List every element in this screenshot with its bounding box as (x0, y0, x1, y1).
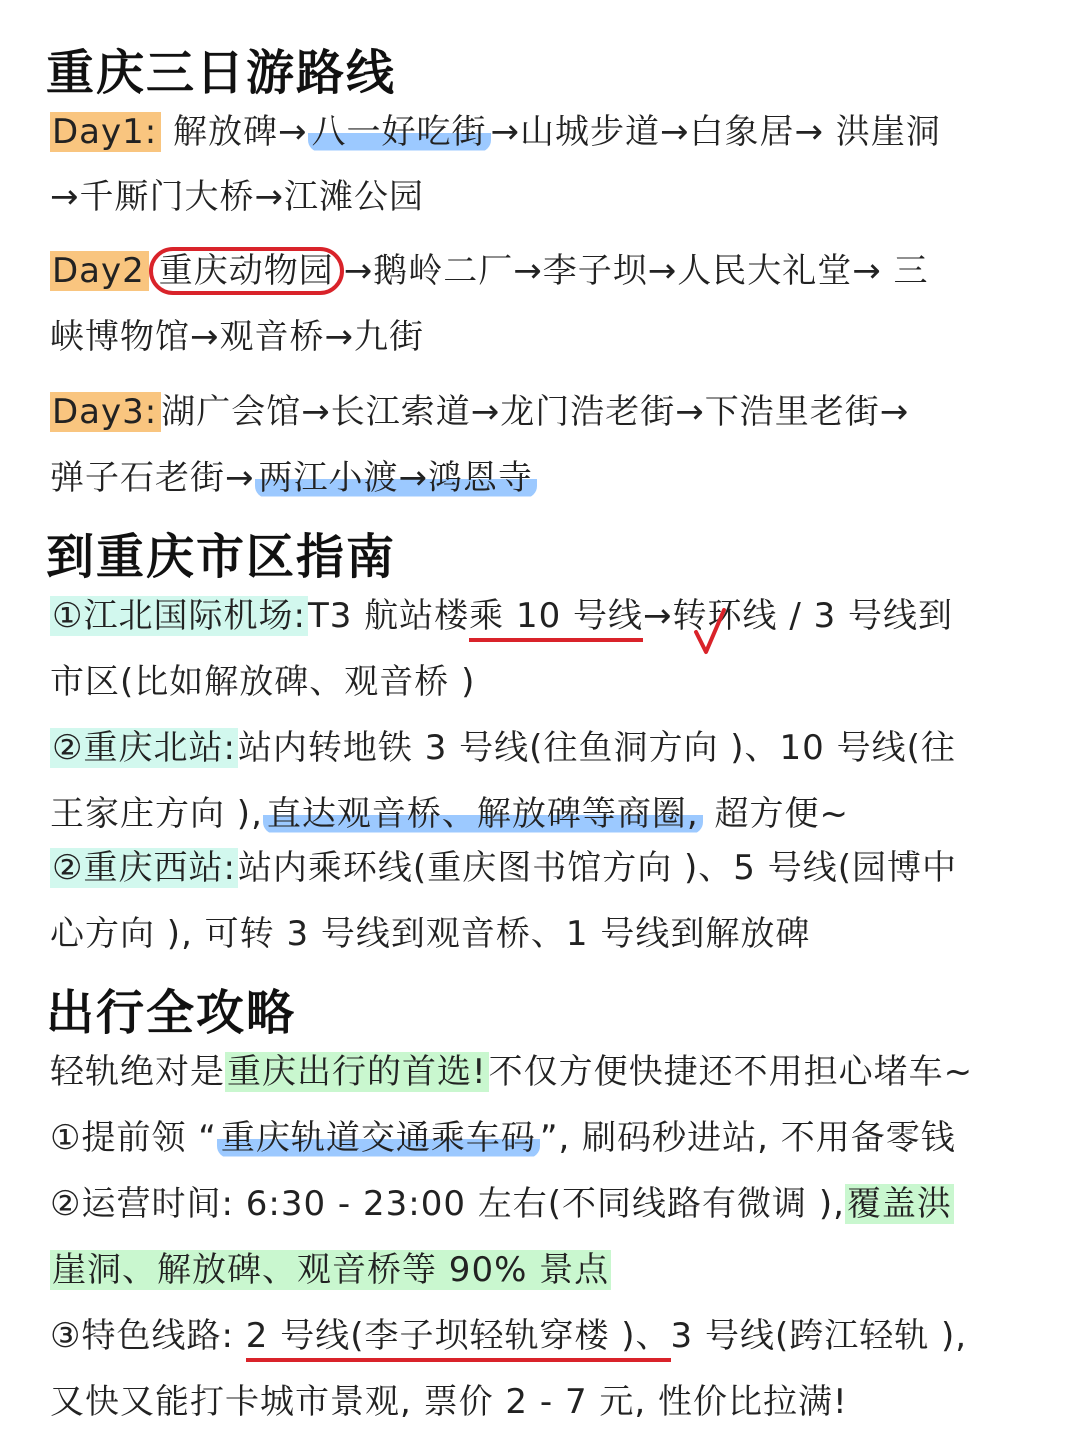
tip2-line2 (50, 1246, 611, 1294)
travel-intro: 轻轨绝对是重庆出行的首选!不仅方便快捷还不用担心堵车~ (50, 1052, 974, 1092)
itinerary-heading: 重庆三日游路线 (46, 45, 397, 101)
highlight-bayi-food-street: 八一好吃街 (308, 112, 491, 152)
north-station-line2: 王家庄方向 ), 直达观音桥、解放碑等商圈, 超方便~ (50, 794, 849, 834)
north-station-tag: ②重庆北站: (52, 728, 236, 768)
tip2-line1: ②运营时间: 6:30 - 23:00 左右(不同线路有微调 ),覆盖洪 (50, 1184, 952, 1224)
highlight-coverage-start: 覆盖洪 (846, 1184, 952, 1224)
day3-tag: Day3: (50, 392, 161, 432)
tip1-line: ①提前领 “ 重庆轨道交通乘车码 ”, 刷码秒进站, 不用备零钱 (50, 1118, 956, 1158)
day1-line2: →千厮门大桥→江滩公园 (50, 177, 424, 217)
travel-heading: 出行全攻略 (46, 985, 297, 1041)
airport-line2: 市区(比如解放碑、观音桥 ) (50, 662, 476, 702)
day1-line1: Day1: 解放碑→ 八一好吃街 →山城步道→白象居→ 洪崖洞 (52, 112, 941, 152)
airport-tag: ①江北国际机场: (52, 596, 306, 636)
tip3-line1: ③特色线路: 2 号线(李子坝轻轨穿楼 )、3 号线(跨江轻轨 ), (50, 1312, 967, 1360)
checkmark-icon (692, 606, 728, 658)
highlight-coverage-end: 崖洞、解放碑、观音桥等 90% 景点 (52, 1250, 610, 1290)
circled-chongqing-zoo: 重庆动物园 (149, 247, 344, 295)
tip3-line2: 又快又能打卡城市景观, 票价 2 - 7 元, 性价比拉满! (50, 1382, 848, 1422)
highlight-first-choice: 重庆出行的首选! (227, 1052, 487, 1092)
guide-heading: 到重庆市区指南 (46, 529, 397, 585)
day3-line1: Day3: 湖广会馆→长江索道→龙门浩老街→下浩里老街→ (52, 392, 910, 432)
underline-line2: 2 号线(李子坝轻轨穿楼 )、 (246, 1316, 671, 1362)
day2-line2: 峡博物馆→观音桥→九街 (50, 317, 424, 357)
highlight-direct-shopping: 直达观音桥、解放碑等商圈, (263, 794, 703, 834)
day2-line1: Day2 重庆动物园 →鹅岭二厂→李子坝→人民大礼堂→ 三 (50, 247, 929, 295)
west-station-tag: ②重庆西站: (52, 848, 236, 888)
airport-line1: ①江北国际机场:T3 航站楼乘 10 号线→转环线 / 3 号线到 (50, 592, 953, 640)
day3-line2: 弹子石老街→ 两江小渡→鸿恩寺 (50, 454, 537, 502)
day2-tag: Day2 (50, 251, 149, 291)
underline-line10: 乘 10 号线 (469, 596, 643, 642)
day1-tag: Day1: (50, 112, 161, 152)
highlight-liangjiang-ferry: 两江小渡→鸿恩寺 (255, 458, 538, 498)
west-station-line2: 心方向 ), 可转 3 号线到观音桥、1 号线到解放碑 (50, 914, 811, 954)
highlight-ride-code: 重庆轨道交通乘车码 (217, 1118, 540, 1158)
west-station-line1: ②重庆西站:站内乘环线(重庆图书馆方向 )、5 号线(园博中 (52, 848, 957, 888)
north-station-line1: ②重庆北站:站内转地铁 3 号线(往鱼洞方向 )、10 号线(往 (52, 728, 956, 768)
